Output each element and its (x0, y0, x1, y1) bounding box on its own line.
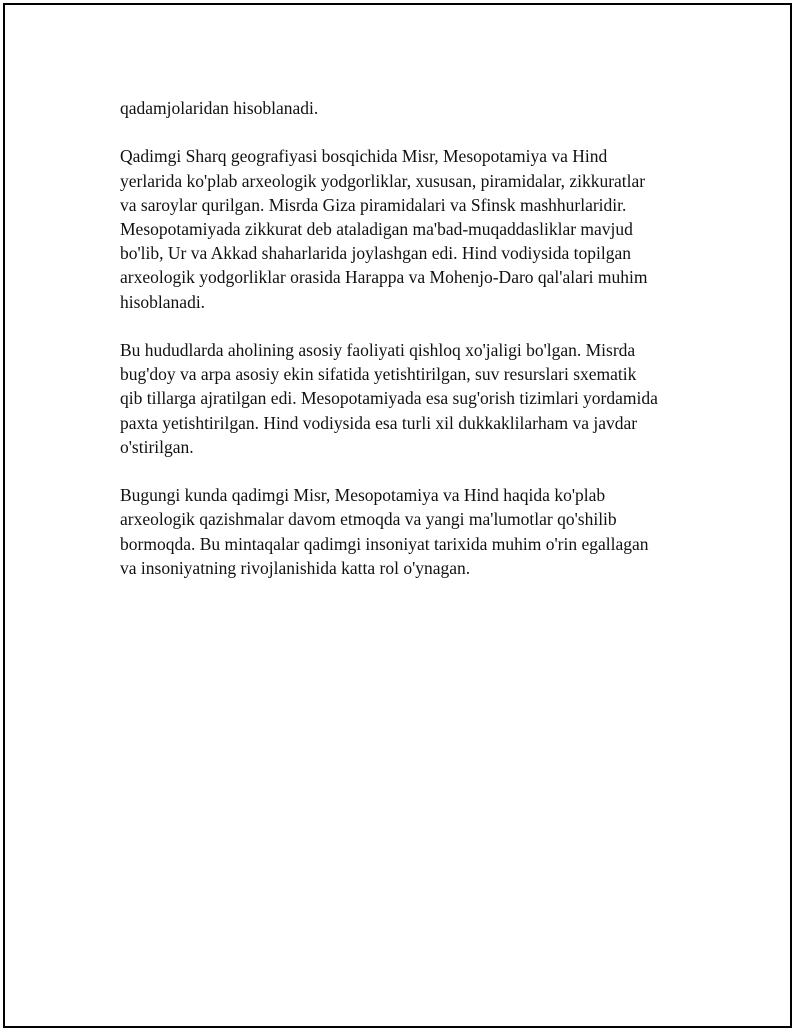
text-line: qib tillarga ajratilgan edi. Mesopotamiyada esa sug'orish tizimlari yordamida (120, 388, 658, 409)
text-line: Bugungi kunda qadimgi Misr, Mesopotamiya va Hind haqida ko'plab (120, 485, 606, 506)
paragraph-2 (120, 144, 700, 313)
paragraph-spacer (120, 459, 700, 483)
paragraph-spacer (120, 120, 700, 144)
text-line: bo'lib, Ur va Akkad shaharlarida joylashgan edi. Hind vodiysida topilgan (120, 243, 632, 264)
text-line: paxta yetishtirilgan. Hind vodiysida esa turli xil dukkaklilarham va javdar (120, 412, 638, 433)
text-line: qadamjolaridan hisoblanadi. (120, 98, 319, 118)
text-line: va saroylar qurilgan. Misrda Giza piramidalari va Sfinsk mashhurlaridir. (120, 194, 627, 215)
text-line: bug'doy va arpa asosiy ekin sifatida yetishtirilgan, suv resurslari sxematik (120, 364, 637, 385)
paragraph-spacer (120, 314, 700, 338)
text-line: Bu hududlarda aholining asosiy faoliyati qishloq xo'jaligi bo'lgan. Misrda (120, 340, 636, 360)
text-line: o'stirilgan. (120, 436, 194, 457)
text-line: va insoniyatning rivojlanishida katta rol o'ynagan. (120, 557, 471, 578)
document-body (120, 96, 700, 580)
document-page (3, 3, 792, 1028)
text-line: hisoblanadi. (120, 291, 206, 312)
paragraph-3 (120, 338, 700, 459)
text-line: yerlarida ko'plab arxeologik yodgorliklar, xususan, piramidalar, zikkuratlar (120, 170, 646, 191)
paragraph-1 (120, 96, 700, 120)
text-line: arxeologik qazishmalar davom etmoqda va yangi ma'lumotlar qo'shilib (120, 509, 617, 530)
text-line: bormoqda. Bu mintaqalar qadimgi insoniyat tarixida muhim o'rin egallagan (120, 533, 649, 554)
text-line: Mesopotamiyada zikkurat deb ataladigan ma'bad-muqaddasliklar mavjud (120, 219, 633, 239)
text-line: arxeologik yodgorliklar orasida Harappa va Mohenjo-Daro qal'alari muhim (120, 267, 648, 288)
text-line: Qadimgi Sharq geografiyasi bosqichida Misr, Mesopotamiya va Hind (120, 146, 608, 167)
paragraph-4 (120, 483, 700, 580)
